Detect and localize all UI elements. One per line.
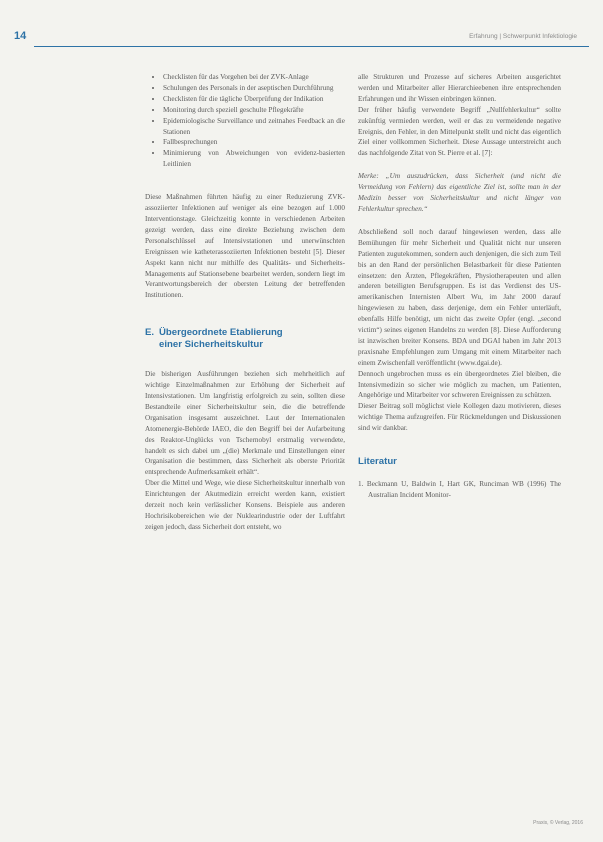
literature-heading: Literatur — [358, 456, 397, 468]
body-paragraph: Diese Maßnahmen führten häufig zu einer Reduzierung ZVK-assoziierter Infektionen auf weniger als eine bezogen auf 1.000 Interventionstage. Gleichzeitig konnte in verschiedenen Arbeiten gezeigt werden, dass eine direkte Beziehung zwischen dem Personalschlüssel auf Intensivstationen und unerwünschten Ereignissen wie katheterassoziierten Infektionen besteht [5]. Dieser Aspekt kann nicht nur mithilfe des Qualitäts- und Sicherheits-Managements auf Stationsebene bearbeitet werden, sondern liegt im Verantwortungsbereich der obersten Leitung der betreffenden Institutionen. — [145, 193, 345, 300]
list-item: • Epidemiologische Surveillance und zeitnahes Feedback an die Stationen — [163, 116, 345, 138]
section-title-line1: Übergeordnete Etablierung — [159, 327, 283, 339]
right-column — [358, 72, 561, 501]
section-number: E. — [145, 327, 155, 339]
body-paragraph: Die bisherigen Ausführungen beziehen sich mehrheitlich auf wichtige Einzelmaßnahmen zur Erhöhung der Sicherheit auf Intensivstationen. Um langfristig erfolgreich zu sein, sollten diese Bestandteile einer Sicherheitskultur sein, die die betreffende Organisation insgesamt auszeichnet. Laut der Internationalen Atomenergie-Behörde IAEO, die den Begriff bei der Aufarbeitung des Reaktor-Unglücks von Tschernobyl erstmalig verwendete, handelt es sich dabei um „(die) Merkmale und Einstellungen einer Organisation die bestimmen, dass Sicherheit als oberste Priorität entsprechende Aufmerksamkeit erhält“. — [145, 370, 345, 477]
body-paragraph: alle Strukturen und Prozesse auf sicheres Arbeiten ausgerichtet werden und Mitarbeiter aller Hierarchieebenen ihre entsprechenden Erfahrungen und ihr Wissen einbringen können. — [358, 73, 561, 103]
body-paragraph: Über die Mittel und Wege, wie diese Sicherheitskultur innerhalb von Einrichtungen der Akutmedizin erreicht werden kann, existiert derzeit noch kein verlässlicher Konsens. Beispiele aus anderen Hochrisikobereichen wie der Nuklearindustrie oder der Luftfahrt zeigen jedoch, dass Sicherheit dort entsteht, wo — [145, 479, 345, 531]
list-item: • Monitoring durch speziell geschulte Pflegekräfte — [163, 105, 345, 116]
section-title-line2: einer Sicherheitskultur — [159, 339, 263, 351]
list-item: • Minimierung von Abweichungen von evidenz-basierten Leitlinien — [163, 148, 345, 170]
header-rule — [34, 46, 589, 47]
section-heading-e — [145, 327, 345, 351]
page-footer: Praxis, © Verlag, 2016 — [533, 820, 583, 826]
bullet-list — [145, 72, 345, 170]
page-header — [0, 30, 603, 46]
list-item: • Schulungen des Personals in der aseptischen Durchführung — [163, 83, 345, 94]
merke-quote: Merke: „Um auszudrücken, dass Sicherheit (und nicht die Vermeidung von Fehlern) das eigentliche Ziel ist, sollte man in der Medizin besser von Sicherheitskultur und nicht länger von Fehlerkultur sprechen.“ — [358, 172, 561, 213]
running-head: Erfahrung | Schwerpunkt Infektiologie — [469, 33, 577, 40]
body-paragraph: Abschließend soll noch darauf hingewiesen werden, dass alle Bemühungen für mehr Sicherheit und Qualität nicht nur unseren Patienten zugutekommen, sondern auch denjenigen, die sich zum Teil bis an den Rand der persönlichen Belastbarkeit für diese Patienten einsetzen: den Ärzten, Pflegekräften, Physiotherapeuten und allen anderen beteiligten Berufsgruppen. Es ist das Verdienst des US-amerikanischen Internisten Albert Wu, im Jahr 2000 darauf hingewiesen zu haben, dass derjenige, dem ein Fehler unterläuft, ebenfalls Hilfe benötigt, um nicht das zweite Opfer (engl. „second victim“) seines eigenen Handelns zu werden [8]. Diese Aufforderung ist inzwischen breiter Konsens. BDA und DGAI haben im Jahr 2013 praxisnahe Empfehlungen zum Umgang mit einem Mitarbeiter nach einem Zwischenfall veröffentlicht (www.dgai.de). — [358, 227, 561, 367]
list-item: • Checklisten für die tägliche Überprüfung der Indikation — [163, 94, 345, 105]
reference-item: 1. Beckmann U, Baldwin I, Hart GK, Runciman WB (1996) The Australian Incident Monitor- — [358, 480, 561, 499]
list-item: • Checklisten für das Vorgehen bei der ZVK-Anlage — [163, 72, 345, 83]
left-column — [145, 72, 345, 533]
body-paragraph: Der früher häufig verwendete Begriff „Nullfehlerkultur“ sollte zukünftig vermieden werden, weil er das zu vermeidende negative Ereignis, den Fehler, in den Mittelpunkt stellt und nicht das eigentlich Ziel einer vollkommen Sicherheit. Diese Aussage unterstreicht auch das nachfolgende Zitat von St. Pierre et al. [7]: — [358, 105, 561, 158]
page-number: 14 — [14, 30, 27, 42]
section-title — [145, 327, 345, 351]
body-paragraph: Dieser Beitrag soll möglichst viele Kollegen dazu motivieren, dieses wichtige Thema aufzugreifen. Für Rückmeldungen und Diskussionen sind wir dankbar. — [358, 402, 561, 433]
body-paragraph: Dennoch ungebrochen muss es ein übergeordnetes Ziel bleiben, die Intensivmedizin so sicher wie möglich zu machen, um Patienten, Angehörige und Mitarbeiter vor schweren Ereignissen zu schützen. — [358, 369, 561, 400]
list-item: • Fallbesprechungen — [163, 137, 345, 148]
